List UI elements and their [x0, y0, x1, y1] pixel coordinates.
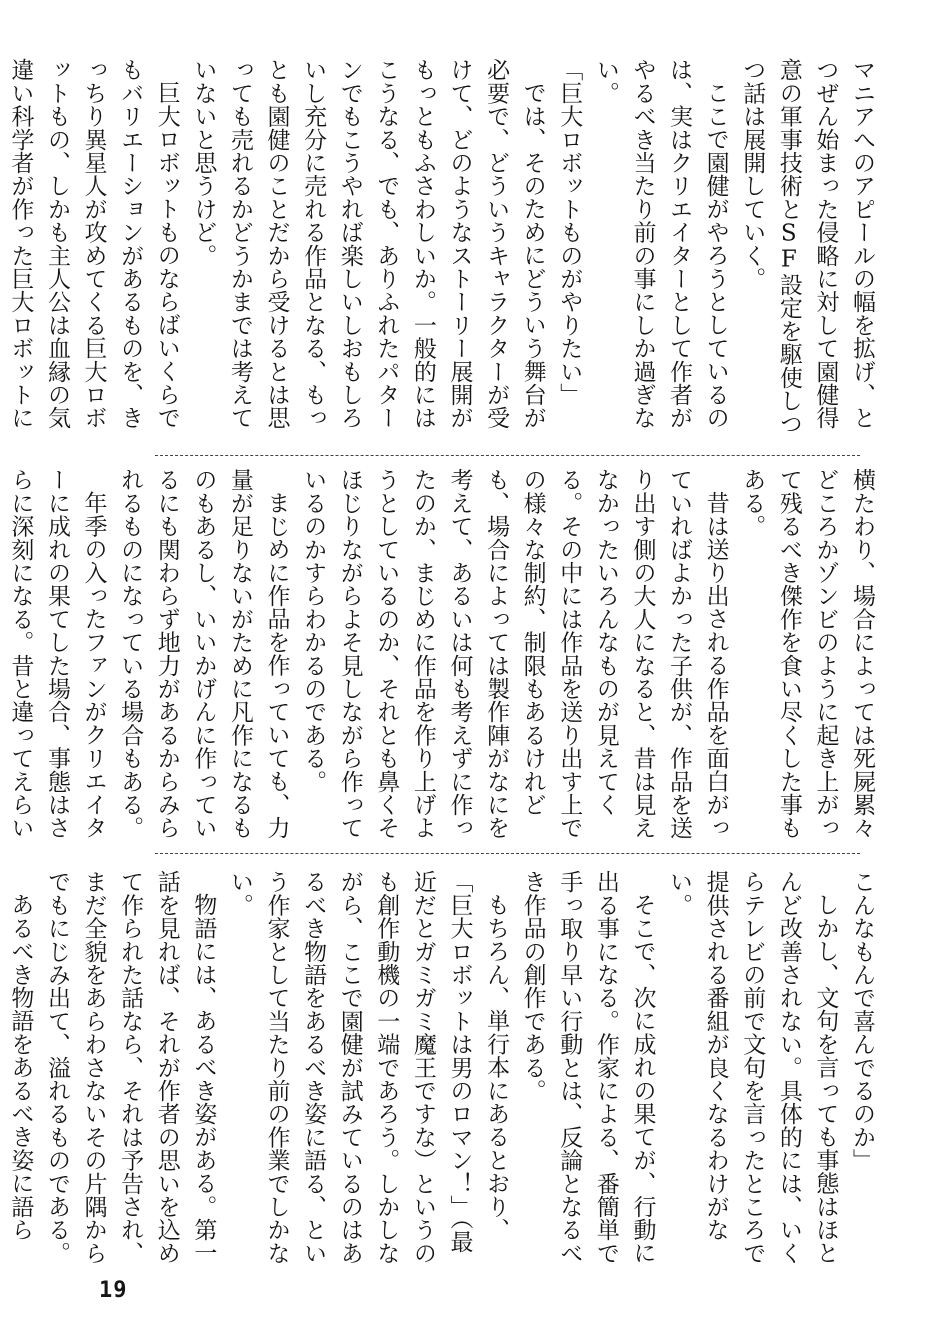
paragraph: 横たわり、場合によっては死屍累々どころかゾンビのように起き上がって残るべき傑作を食い尽くした事もある。 — [739, 468, 875, 840]
paragraph: 昔は送り出される作品を面白がっていればよかった子供が、作品を送り出す側の大人になると、昔は見えなかったいろんなものが見えてくる。その中には作品を送り出す上での様々な制約、制限もあるけれども、場合によっては製作陣がなにを考えて、あるいは何も考えずに作ったのか、まじめに作品を作り上げようとしているのか、それとも鼻くそほじりながらよそ見しながら作っているのかすらわかるのである。 — [300, 468, 729, 840]
text-tier-top — [7, 58, 880, 448]
paragraph: あるべき物語をあるべき姿に語ら — [7, 893, 34, 1241]
paragraph: 年季の入ったファンがクリエイターに成れの果てした場合、事態はさらに深刻になる。昔と違ってえらい — [7, 468, 107, 840]
tier-divider — [155, 853, 860, 854]
paragraph: こんなもんで喜んでるのか」 — [849, 870, 875, 1172]
paragraph: 物語には、あるべき姿がある。第一話を見れば、それが作者の思いを込めて作られた話なら、それは予告され、まだ全貌をあらわさないその片隅からでもにじみ出て、溢れるものである。 — [43, 870, 217, 1265]
paragraph: では、そのためにどういう舞台が必要で、どういうキャラクターが受けて、どのようなストーリー展開がもっともふさわしいか。一般的にはこうなる、でも、ありふれたパターンでもこうやれば楽しいしおもしろいし充分に売れる作品となる、もっとも園健のことだから受けるとは思っても売れるかどうかまでは考えていないと思うけど。 — [190, 58, 546, 430]
page-number: 19 — [99, 1278, 128, 1303]
quote-line: 「巨大ロボットものがやりたい」 — [556, 58, 583, 406]
paragraph: まじめに作品を作っていても、力量が足りないがために凡作になるものもあるし、いいかげんに作っているにも関わらず地力があるからみられるものになっている場合もある。 — [117, 468, 290, 840]
paragraph: そこで、次に成れの果てが、行動に出る事になる。作家による、番簡単で手っ取り早い行動とは、反論となるべき作品の創作である。 — [519, 870, 656, 1265]
paragraph: しかし、文句を言っても事態はほとんど改善されない。具体的には、いくらテレビの前で文句を言ったところで提供される番組が良くなるわけがない。 — [666, 870, 839, 1265]
paragraph: 巨大ロボットものならばいくらでもバリエーションがあるものを、きっちり異星人が攻めてくる巨大ロボットもの、しかも主人公は血縁の気違い科学者が作った巨大ロボットに — [7, 58, 180, 430]
paragraph: マニアへのアピールの幅を拡げ、とつぜん始まった侵略に対して園健得意の軍事技術とSF設定を駆使しつつ話は展開していく。 — [739, 58, 875, 436]
paragraph: ここで園健がやろうとしているのは、実はクリエイターとして作者がやるべき当たり前の事にしか過ぎない。 — [592, 58, 729, 430]
text-tier-middle — [7, 468, 880, 844]
paragraph: もちろん、単行本にあるとおり、「巨大ロボットは男のロマン！」（最近だとガミガミ魔王ですな）というのも創作動機の一端であろう。しかしながら、ここで園健が試みているのはあるべき物語をあるべき姿に語る、という作家として当たり前の作業でしかない。 — [226, 870, 510, 1265]
tier-divider — [155, 455, 860, 456]
text-tier-bottom — [7, 870, 880, 1265]
